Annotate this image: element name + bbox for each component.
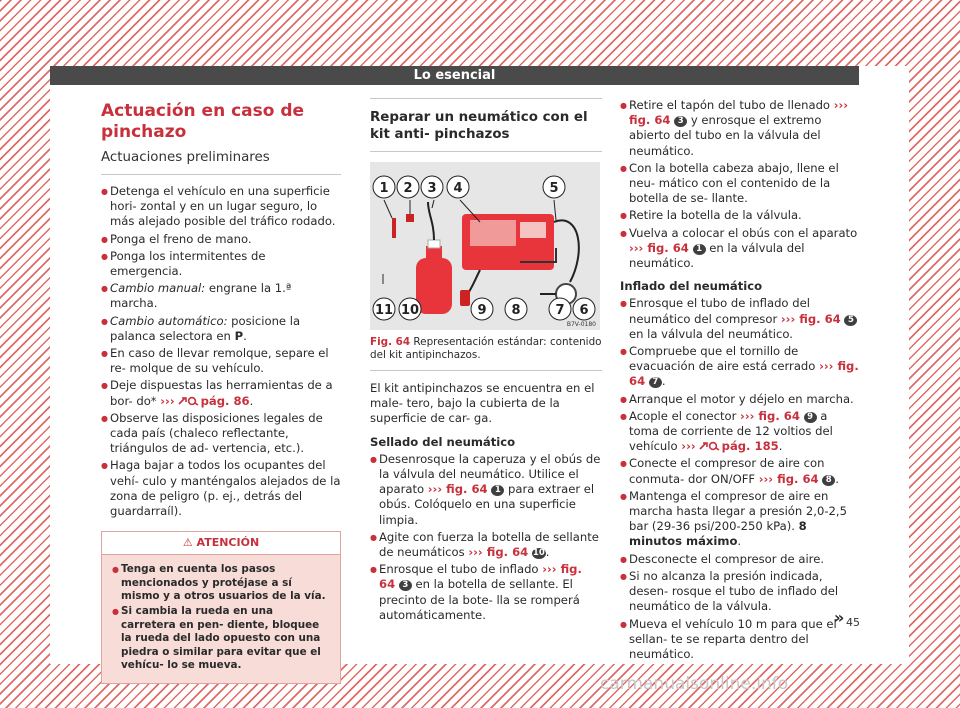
- column-middle: [370, 98, 602, 625]
- text: Vuelva a colocar el obús con el aparato: [629, 225, 858, 240]
- subheading-inflate: Inflado del neumático: [620, 279, 763, 294]
- plug-icon: [698, 441, 720, 451]
- text: en la válvula del neumático.: [629, 326, 793, 341]
- list-item: ● Mueva el vehículo 10 m para que el sellan- te se reparta dentro del neumático.: [620, 617, 860, 663]
- list-item: ● En caso de llevar remolque, separe el re- molque de su vehículo.: [101, 346, 341, 376]
- text: Compruebe que el tornillo de evacuación de aire está cerrado: [629, 344, 820, 374]
- warning-header: [102, 532, 340, 555]
- ref-arrows: ›››: [740, 408, 759, 423]
- list-item: ● Con la botella cabeza abajo, llene el neu- mático con el contenido de la botella de se- llante.: [620, 161, 860, 207]
- auto-label: Cambio automático:: [110, 313, 228, 328]
- ref-arrows: ›››: [468, 545, 487, 560]
- text: Desenrosque la caperuza y el obús de la válvula del neumático. Utilice el aparato: [379, 451, 601, 497]
- fig-link[interactable]: fig. 64: [446, 482, 488, 497]
- figure-kit-image: [370, 162, 600, 330]
- subheading-seal: Sellado del neumático: [370, 434, 516, 449]
- fig-link[interactable]: fig. 64: [777, 471, 819, 486]
- callout-badge: 9: [804, 412, 817, 423]
- callout-badge: 1: [491, 485, 504, 496]
- callout-badge: 7: [649, 377, 662, 388]
- figure-number: 10: [400, 303, 420, 318]
- text: para extraer el obús. Colóquelo en una superficie limpia.: [379, 482, 595, 527]
- list-item: ● Ponga los intermitentes de emergencia.: [101, 249, 341, 279]
- text: Enrosque el tubo de inflado del neumático del compresor: [629, 296, 810, 326]
- warning-body: [102, 555, 340, 682]
- list-item: ● Mantenga el compresor de aire en marcha hasta llegar a presión 2,0-2,5 bar (29-36 psi/200-250 kPa). 8 minutos máximo.: [620, 489, 860, 550]
- intro-paragraph: El kit antipinchazos se encuentra en el male- tero, bajo la cubierta de la superficie de car- ga.: [370, 381, 595, 426]
- divider: [101, 174, 341, 175]
- list-item: ● Retire la botella de la válvula.: [620, 208, 860, 223]
- section-subtitle: Actuaciones preliminares: [101, 150, 270, 165]
- watermark: carmanualsonline.info: [600, 674, 789, 694]
- figure-code: B7V-0180: [566, 321, 596, 328]
- callout-badge: 10: [532, 548, 545, 559]
- section-title: Reparar un neumático con el kit anti- pinchazos: [370, 110, 588, 142]
- fig-link[interactable]: fig. 64: [486, 545, 529, 560]
- page-number: 45: [846, 616, 860, 629]
- figure-number: 5: [549, 181, 559, 196]
- list-item: ● Compruebe que el tornillo de evacuación de aire está cerrado ››› fig. 64 7 .: [620, 344, 860, 390]
- page-title: Actuación en caso de pinchazo: [101, 101, 305, 142]
- column-left: [101, 98, 341, 684]
- warning-item: ● Si cambia la rueda en una carretera en pen- diente, bloquee la rueda del lado opuesto con una piedra o similar para evitar que el vehícu- lo se mueva.: [112, 605, 330, 672]
- list-item: [620, 98, 860, 159]
- figure-caption: [370, 336, 602, 362]
- figure-number: 8: [511, 303, 521, 318]
- auto-text: posicione la palanca selectora en: [110, 313, 301, 343]
- page-link[interactable]: pág. 185: [721, 439, 779, 454]
- list-item: ● Observe las disposiciones legales de cada país (chaleco reflectante, triángulos de ad- vertencia, etc.).: [101, 411, 341, 457]
- text: Retire el tapón del tubo de llenado: [629, 98, 834, 112]
- warning-box: [101, 531, 341, 683]
- fig-link[interactable]: fig. 64: [799, 311, 841, 326]
- divider: [370, 151, 602, 152]
- list-item: ● Si no alcanza la presión indicada, desen- rosque el tubo de inflado del neumático de la válvula.: [620, 569, 860, 615]
- callout-badge: 3: [674, 116, 687, 127]
- list-item: ● Haga bajar a todos los ocupantes del vehí- culo y manténgalos alejados de la zona de peligro (p. ej., detrás del guardarraíl).: [101, 458, 341, 519]
- figure-label: Fig. 64: [370, 336, 411, 348]
- ref-arrows: ›››: [427, 482, 447, 497]
- figure-number: 1: [379, 181, 389, 196]
- text: a toma de corriente de 12 voltios del vehículo: [629, 408, 833, 454]
- fig-link[interactable]: fig. 64: [379, 562, 582, 592]
- text: en la válvula del neumático.: [629, 240, 805, 271]
- warning-icon: ⚠: [182, 536, 197, 550]
- section-header: Lo esencial: [50, 66, 859, 85]
- list-item: [620, 296, 860, 342]
- callout-badge: 1: [693, 244, 706, 255]
- list-item-tools: ● Deje dispuestas las herramientas de a bor- do* ››› pág. 86.: [101, 378, 341, 408]
- warning-title: ATENCIÓN: [196, 536, 260, 550]
- figure-number: 3: [427, 181, 437, 196]
- text: Conecte el compresor de aire con conmuta- dor ON/OFF: [629, 456, 825, 486]
- list-item: ● Acople el conector ››› fig. 64 9 a toma de corriente de 12 voltios del vehículo ››› pág. 185.: [620, 409, 860, 455]
- tools-text: Deje dispuestas las herramientas de a bor- do*: [110, 378, 333, 408]
- column-right: [620, 98, 860, 664]
- page-link[interactable]: pág. 86: [200, 393, 250, 408]
- list-item-manual: [101, 281, 341, 311]
- list-item: ● Desconecte el compresor de aire.: [620, 552, 860, 567]
- text: y enrosque el extremo abierto del tubo en la válvula del neumático.: [629, 113, 822, 158]
- callout-badge: 5: [844, 315, 857, 326]
- continue-mark: »: [834, 608, 845, 627]
- callout-badge: 8: [822, 475, 835, 486]
- divider: [370, 98, 602, 99]
- text: Mantenga el compresor de aire en marcha hasta llegar a presión 2,0-2,5 bar (29-36 psi/200-250 kPa).: [629, 488, 847, 534]
- callout-badge: 3: [399, 580, 412, 591]
- figure-number: 11: [374, 303, 394, 318]
- text: Enrosque el tubo de inflado: [379, 562, 543, 577]
- ref-arrows: ›››: [833, 98, 849, 112]
- warning-item: ● Tenga en cuenta los pasos mencionados y protéjase a sí mismo y a otros usuarios de la vía.: [112, 563, 330, 603]
- ref-arrows: ›››: [758, 471, 778, 486]
- text: Agite con fuerza la botella de sellante de neumáticos: [379, 529, 599, 560]
- list-item-automatic: ● Cambio automático: posicione la palanca selectora en P.: [101, 314, 341, 344]
- figure-number: 2: [403, 181, 413, 196]
- ref-arrows: ›››: [160, 393, 175, 408]
- list-item: ● Detenga el vehículo en una superficie hori- zontal y en un lugar seguro, lo más alejado posible del tráfico rodado.: [101, 184, 341, 230]
- ref-arrows: ›››: [542, 562, 561, 577]
- ref-arrows: ›››: [819, 359, 838, 374]
- ref-arrows: ›››: [681, 439, 696, 454]
- figure-number: 6: [579, 303, 589, 318]
- list-item: [370, 452, 602, 528]
- time-limit: 8 minutos máximo: [629, 519, 807, 549]
- list-item: [620, 226, 860, 272]
- list-item: ● Arranque el motor y déjelo en marcha.: [620, 392, 860, 407]
- ref-arrows: ›››: [780, 311, 800, 326]
- fig-link[interactable]: fig. 64: [758, 408, 800, 423]
- fig-link[interactable]: fig. 64: [647, 240, 689, 255]
- manual-text: engrane la 1.ª marcha.: [110, 281, 292, 311]
- divider: [370, 370, 602, 371]
- list-item: ● Ponga el freno de mano.: [101, 232, 341, 247]
- fig-link[interactable]: fig. 64: [629, 113, 671, 128]
- tools-icon: [177, 396, 199, 406]
- text: en la botella de sellante. El precinto de la bote- lla se romperá automáticamente.: [379, 577, 580, 622]
- figure-number: 9: [477, 303, 487, 318]
- ref-arrows: ›››: [629, 240, 648, 255]
- figure-number: 7: [555, 303, 565, 318]
- figure-numbers-bottom: [373, 298, 595, 320]
- list-item: [370, 562, 602, 623]
- fig-link[interactable]: fig. 64: [629, 359, 859, 389]
- text: Acople el conector: [629, 408, 741, 423]
- figure-number: 4: [453, 181, 463, 196]
- gear-p: P: [234, 328, 244, 343]
- list-item: ● Conecte el compresor de aire con conmuta- dor ON/OFF ››› fig. 64 8 .: [620, 456, 860, 486]
- list-item: ● Agite con fuerza la botella de sellante de neumáticos ››› fig. 64 10.: [370, 530, 602, 560]
- manual-label: Cambio manual:: [110, 281, 206, 296]
- kit-illustration: [370, 162, 600, 330]
- figure-caption-text: Representación estándar: contenido del kit antipinchazos.: [370, 336, 602, 361]
